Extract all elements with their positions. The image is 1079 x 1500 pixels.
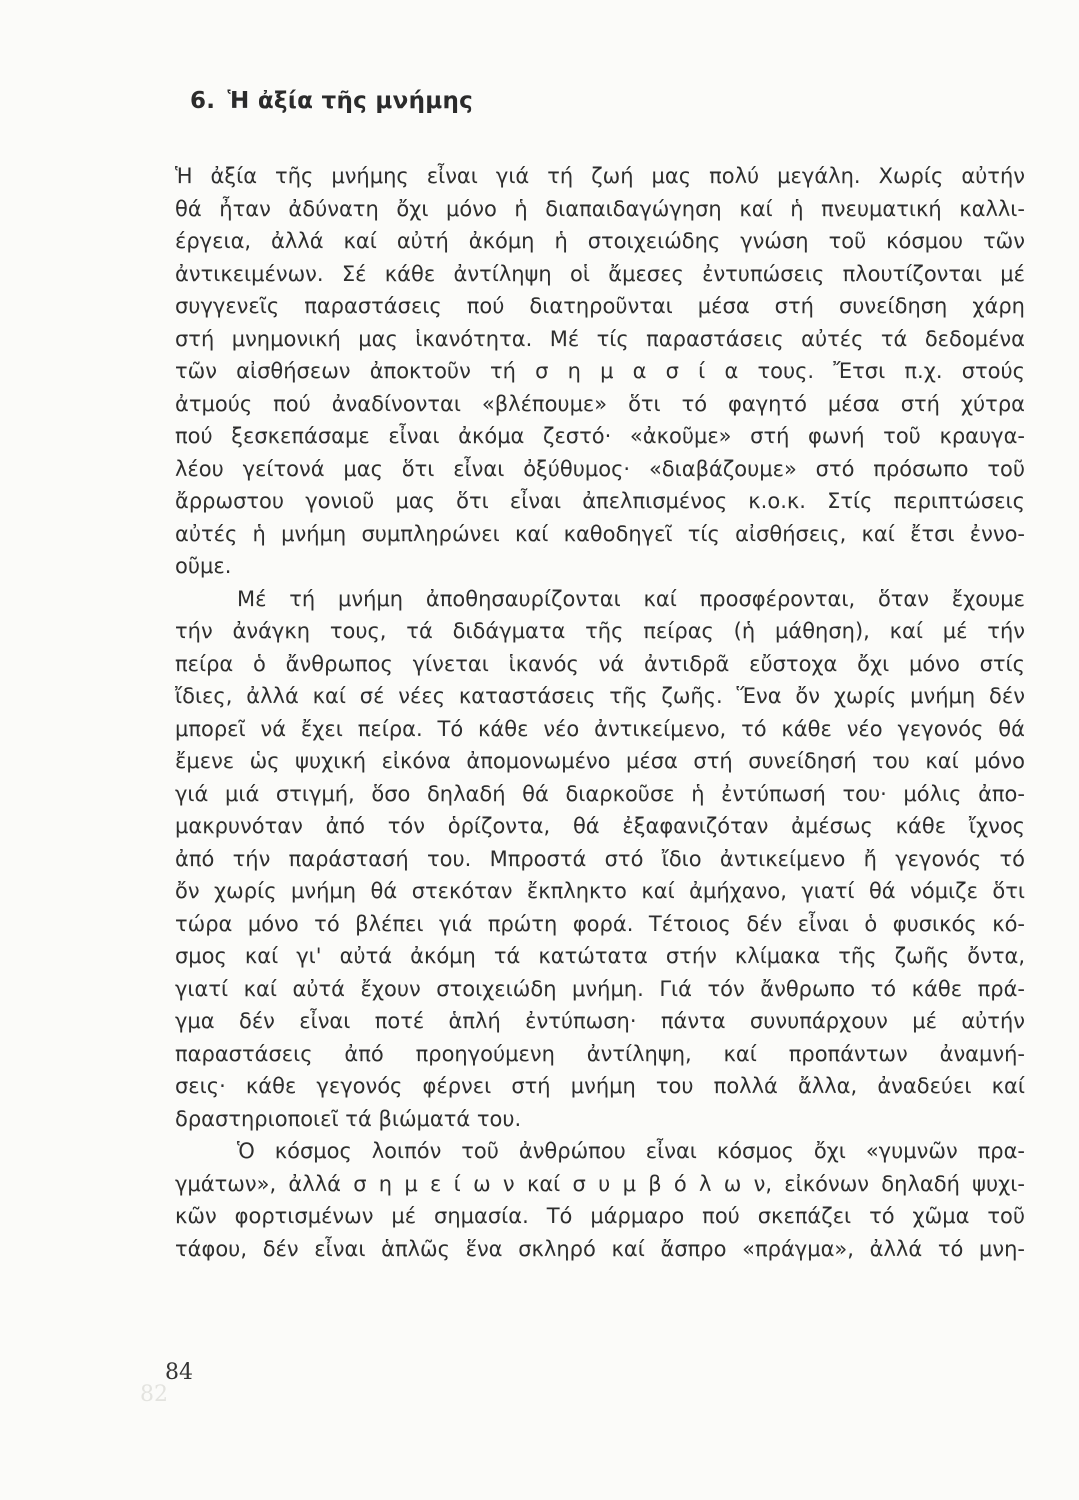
text-line: Μέ τή μνήμη ἀποθησαυρίζονται καί προσφέρονται, ὅταν ἔχουμε <box>237 586 1025 611</box>
text-line: θά ἦταν ἀδύνατη ὄχι μόνο ἡ διαπαιδαγώγηση καί ἡ πνευματική καλλι- <box>175 196 1025 221</box>
text-line: δραστηριοποιεῖ τά βιώματά του. <box>175 1106 522 1131</box>
paragraph <box>175 583 1025 1136</box>
text-line: γμάτων», ἀλλά σ η μ ε ί ω ν καί σ υ μ β ό λ ω ν, εἰκόνων δηλαδή ψυχι- <box>175 1171 1025 1196</box>
text-line: ἄρρωστου γονιοῦ μας ὅτι εἶναι ἀπελπισμένος κ.ο.κ. Στίς περιπτώσεις <box>175 489 1025 513</box>
text-line: κῶν φορτισμένων μέ σημασία. Τό μάρμαρο πού σκεπάζει τό χῶμα τοῦ <box>175 1204 1025 1228</box>
paragraph <box>175 1135 1025 1265</box>
text-line: τῶν αἰσθήσεων ἀποκτοῦν τή σ η μ α σ ί α τους. Ἔτσι π.χ. στούς <box>175 359 1025 383</box>
text-line: Ὁ κόσμος λοιπόν τοῦ ἀνθρώπου εἶναι κόσμος ὄχι «γυμνῶν πρα- <box>237 1139 1025 1163</box>
text-line: μακρυνόταν ἀπό τόν ὁρίζοντα, θά ἐξαφανιζόταν ἀμέσως κάθε ἴχνος <box>175 814 1025 838</box>
section-number: 6. <box>190 88 216 114</box>
text-line: μπορεῖ νά ἔχει πείρα. Τό κάθε νέο ἀντικείμενο, τό κάθε νέο γεγονός θά <box>175 716 1025 741</box>
text-line: στή μνημονική μας ἱκανότητα. Μέ τίς παραστάσεις αὐτές τά δεδομένα <box>175 326 1025 351</box>
text-line: λέου γείτονά μας ὅτι εἶναι ὀξύθυμος· «διαβάζουμε» στό πρόσωπο τοῦ <box>175 456 1025 481</box>
text-line: πείρα ὁ ἄνθρωπος γίνεται ἱκανός νά ἀντιδρᾶ εὔστοχα ὄχι μόνο στίς <box>175 651 1025 676</box>
section-heading <box>190 88 473 114</box>
paragraph <box>175 160 1025 583</box>
text-line: τώρα μόνο τό βλέπει γιά πρώτη φορά. Τέτοιος δέν εἶναι ὁ φυσικός κό- <box>175 911 1025 936</box>
body-text <box>175 160 1025 1265</box>
bleed-through-page-number: 82 <box>140 1382 168 1407</box>
text-line: γιά μιά στιγμή, ὅσο δηλαδή θά διαρκοῦσε ἡ ἐντύπωσή του· μόλις ἀπο- <box>175 781 1025 806</box>
text-line: γιατί καί αὐτά ἔχουν στοιχειώδη μνήμη. Γιά τόν ἄνθρωπο τό κάθε πρά- <box>175 976 1025 1001</box>
text-line: έργεια, ἀλλά καί αὐτή ἀκόμη ἡ στοιχειώδης γνώση τοῦ κόσμου τῶν <box>175 229 1025 253</box>
text-line: παραστάσεις ἀπό προηγούμενη ἀντίληψη, καί προπάντων ἀναμνή- <box>175 1041 1025 1066</box>
text-line: ἔμενε ὡς ψυχική εἰκόνα ἀπομονωμένο μέσα στή συνείδησή του καί μόνο <box>175 749 1025 773</box>
text-line: πού ξεσκεπάσαμε εἶναι ἀκόμα ζεστό· «ἀκοῦμε» στή φωνή τοῦ κραυγα- <box>175 424 1025 448</box>
section-title: Ἡ ἀξία τῆς μνήμης <box>227 88 474 114</box>
text-line: σεις· κάθε γεγονός φέρνει στή μνήμη του πολλά ἄλλα, ἀναδεύει καί <box>175 1074 1025 1098</box>
text-line: γμα δέν εἶναι ποτέ ἁπλή ἐντύπωση· πάντα συνυπάρχουν μέ αὐτήν <box>175 1009 1025 1033</box>
text-line: ἴδιες, ἀλλά καί σέ νέες καταστάσεις τῆς ζωῆς. Ἕνα ὄν χωρίς μνήμη δέν <box>175 684 1025 708</box>
text-line: αὐτές ἡ μνήμη συμπληρώνει καί καθοδηγεῖ τίς αἰσθήσεις, καί ἔτσι ἐννο- <box>175 521 1025 546</box>
text-line: ἀντικειμένων. Σέ κάθε ἀντίληψη οἱ ἄμεσες ἐντυπώσεις πλουτίζονται μέ <box>175 261 1025 286</box>
text-line: συγγενεῖς παραστάσεις πού διατηροῦνται μέσα στή συνείδηση χάρη <box>175 294 1025 318</box>
text-line: τάφου, δέν εἶναι ἁπλῶς ἕνα σκληρό καί ἄσπρο «πράγμα», ἀλλά τό μνη- <box>175 1236 1025 1261</box>
text-line: τήν ἀνάγκη τους, τά διδάγματα τῆς πείρας (ἡ μάθηση), καί μέ τήν <box>175 619 1025 643</box>
text-line: ἀπό τήν παράστασή του. Μπροστά στό ἴδιο ἀντικείμενο ἤ γεγονός τό <box>175 846 1025 871</box>
text-line: Ἡ ἀξία τῆς μνήμης εἶναι γιά τή ζωή μας πολύ μεγάλη. Χωρίς αὐτήν <box>175 164 1025 188</box>
page-number: 84 <box>165 1360 193 1385</box>
text-line: ὄν χωρίς μνήμη θά στεκόταν ἔκπληκτο καί ἀμήχανο, γιατί θά νόμιζε ὅτι <box>175 879 1025 903</box>
text-line: σμος καί γι' αὐτά ἀκόμη τά κατώτατα στήν κλίμακα τῆς ζωῆς ὄντα, <box>175 944 1025 968</box>
text-line: οῦμε. <box>175 554 232 578</box>
text-line: ἀτμούς πού ἀναδίνονται «βλέπουμε» ὅτι τό φαγητό μέσα στή χύτρα <box>175 391 1025 416</box>
